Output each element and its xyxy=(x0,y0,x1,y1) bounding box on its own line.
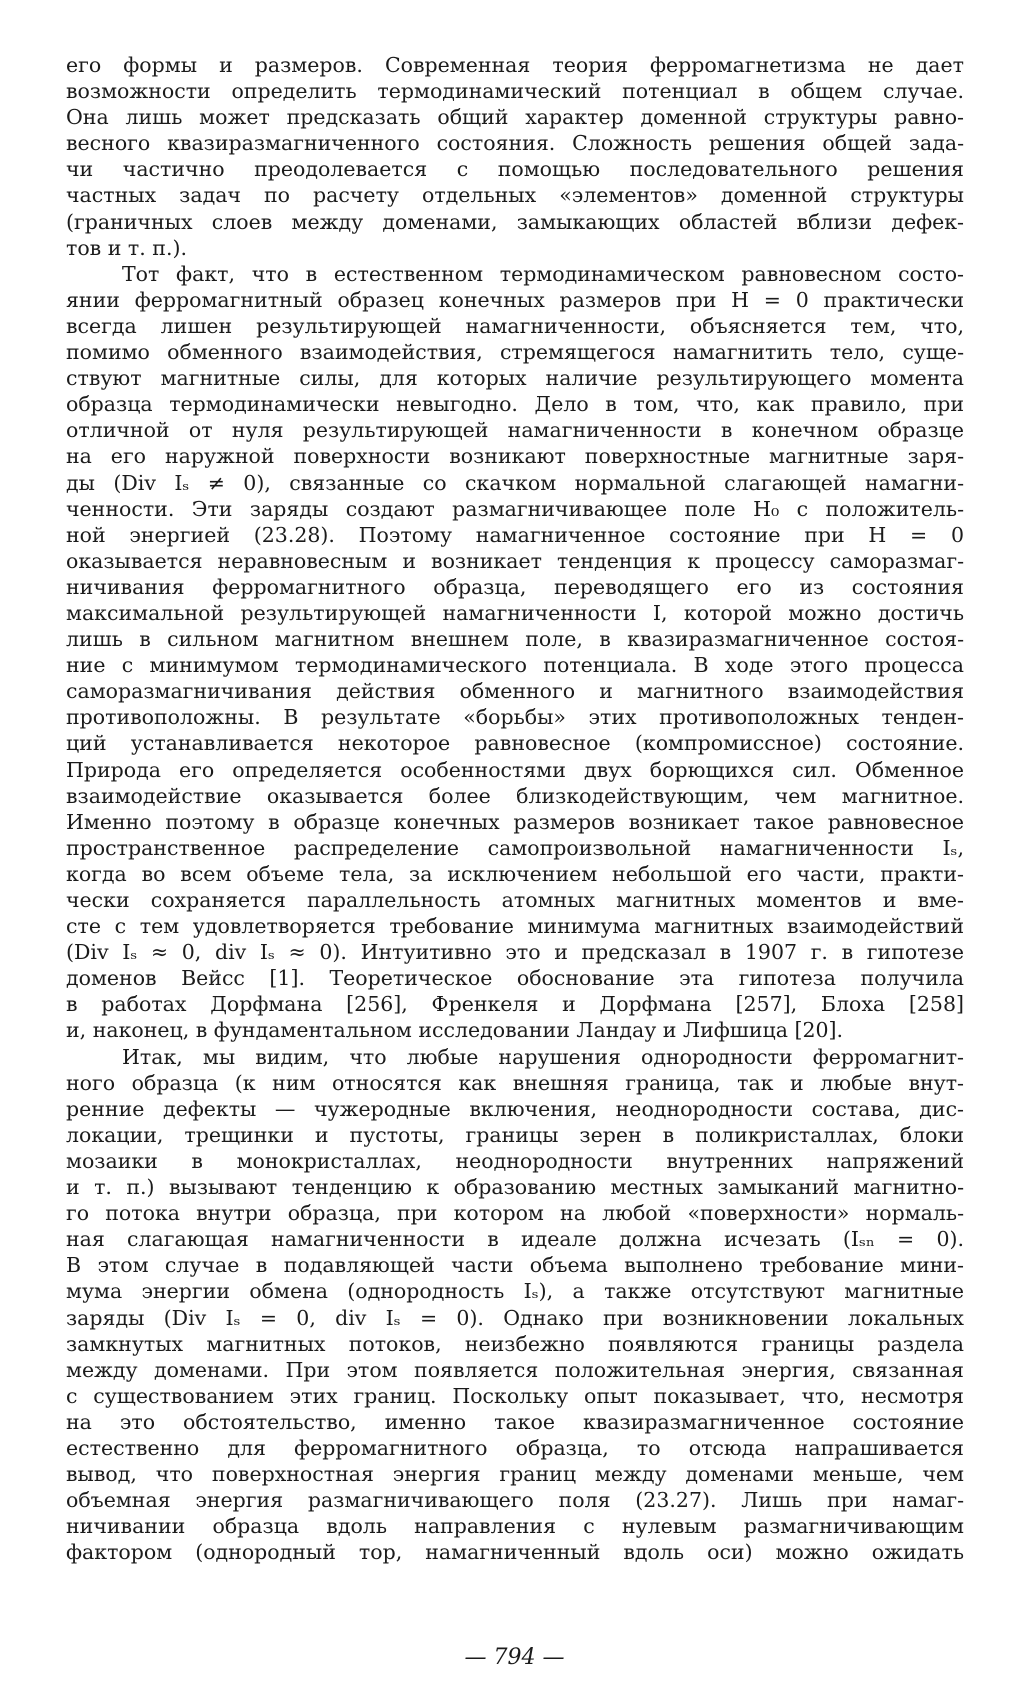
paragraph xyxy=(66,261,964,1044)
text-line: оказывается неравновесным и возникает тенденция к процессу саморазмаг- xyxy=(66,548,964,573)
text-line: ций устанавливается некоторое равновесное (компромиссное) состояние. xyxy=(66,731,964,756)
text-line: (граничных слоев между доменами, замыкающих областей вблизи дефек- xyxy=(66,209,964,234)
text-line: ничивания ферромагнитного образца, переводящего его из состояния xyxy=(66,574,964,599)
text-line: возможности определить термодинамический потенциал в общем случае. xyxy=(66,79,964,104)
text-line: на это обстоятельство, именно такое квазиразмагниченное состояние xyxy=(66,1409,964,1434)
paragraph xyxy=(66,52,964,261)
text-line: максимальной результирующей намагниченности I, которой можно достичь xyxy=(66,600,964,625)
text-line: Она лишь может предсказать общий характер доменной структуры равно- xyxy=(66,105,964,130)
text-line: весного квазиразмагниченного состояния. Сложность решения общей зада- xyxy=(66,131,964,156)
text-line: чи частично преодолевается с помощью последовательного решения xyxy=(66,157,964,182)
text-line: чески сохраняется параллельность атомных магнитных моментов и вме- xyxy=(66,888,964,912)
text-line: сте с тем удовлетворяется требование минимума магнитных взаимодействий xyxy=(66,914,964,939)
text-line: Тот факт, что в естественном термодинамическом равновесном состо- xyxy=(122,261,964,286)
text-line: ренние дефекты — чужеродные включения, неоднородности состава, дис- xyxy=(66,1096,964,1121)
text-line: доменов Вейсс [1]. Теоретическое обоснование эта гипотеза получила xyxy=(66,966,964,991)
text-line: всегда лишен результирующей намагниченности, объясняется тем, что, xyxy=(66,313,964,338)
text-line: и, наконец, в фундаментальном исследовании Ландау и Лифшица [20]. xyxy=(66,1018,844,1043)
text-line: вывод, что поверхностная энергия границ между доменами меньше, чем xyxy=(66,1462,964,1487)
text-line: помимо обменного взаимодействия, стремящегося намагнитить тело, суще- xyxy=(66,340,964,365)
text-line: тов и т. п.). xyxy=(66,235,187,260)
text-line: взаимодействие оказывается более близкодействующим, чем магнитное. xyxy=(66,783,964,808)
text-line: в работах Дорфмана [256], Френкеля и Дорфмана [257], Блоха [258] xyxy=(66,992,964,1017)
text-line: между доменами. При этом появляется положительная энергия, связанная xyxy=(66,1357,964,1382)
text-line: Именно поэтому в образце конечных размеров возникает такое равновесное xyxy=(66,809,964,834)
text-line: мозаики в монокристаллах, неоднородности внутренних напряжений xyxy=(66,1148,964,1173)
text-line: пространственное распределение самопроизвольной намагниченности Iₛ, xyxy=(66,835,964,860)
text-line: ничивании образца вдоль направления с нулевым размагничивающим xyxy=(66,1514,964,1539)
text-line: янии ферромагнитный образец конечных размеров при H = 0 практически xyxy=(66,287,964,312)
text-line: ченности. Эти заряды создают размагничивающее поле H₀ с положитель- xyxy=(66,496,964,521)
paragraph xyxy=(66,1044,964,1566)
text-line: с существованием этих границ. Поскольку опыт показывает, что, несмотря xyxy=(66,1383,964,1408)
text-line: (Div Iₛ ≈ 0, div Iₛ ≈ 0). Интуитивно это и предсказал в 1907 г. в гипотезе xyxy=(66,940,964,965)
page-body xyxy=(66,52,964,1565)
text-line: заряды (Div Iₛ = 0, div Iₛ = 0). Однако при возникновении локальных xyxy=(66,1305,964,1330)
text-line: Итак, мы видим, что любые нарушения однородности ферромагнит- xyxy=(122,1044,964,1069)
text-line: локации, трещинки и пустоты, границы зерен в поликристаллах, блоки xyxy=(66,1122,964,1147)
text-line: мума энергии обмена (однородность Iₛ), а также отсутствуют магнитные xyxy=(66,1279,964,1304)
text-line: когда во всем объеме тела, за исключением небольшой его части, практи- xyxy=(66,861,964,886)
text-line: отличной от нуля результирующей намагниченности в конечном образце xyxy=(66,418,964,443)
text-line: го потока внутри образца, при котором на любой «поверхности» нормаль- xyxy=(66,1201,964,1226)
text-line: В этом случае в подавляющей части объема выполнено требование мини- xyxy=(66,1253,964,1278)
text-line: саморазмагничивания действия обменного и магнитного взаимодействия xyxy=(66,679,964,704)
text-line: Природа его определяется особенностями двух борющихся сил. Обменное xyxy=(66,757,964,782)
text-line: ствуют магнитные силы, для которых наличие результирующего момента xyxy=(66,366,964,391)
text-line: ная слагающая намагниченности в идеале должна исчезать (Iₛₙ = 0). xyxy=(66,1227,964,1252)
text-line: на его наружной поверхности возникают поверхностные магнитные заря- xyxy=(66,444,964,469)
text-line: ной энергией (23.28). Поэтому намагниченное состояние при H = 0 xyxy=(66,522,964,547)
text-line: ние с минимумом термодинамического потенциала. В ходе этого процесса xyxy=(66,653,964,678)
page-number: — 794 — xyxy=(464,1645,565,1670)
text-line: образца термодинамически невыгодно. Дело в том, что, как правило, при xyxy=(66,392,964,417)
text-line: его формы и размеров. Современная теория ферромагнетизма не дает xyxy=(66,53,964,77)
text-line: фактором (однородный тор, намагниченный вдоль оси) можно ожидать xyxy=(66,1540,964,1565)
text-line: и т. п.) вызывают тенденцию к образованию местных замыканий магнитно- xyxy=(66,1175,964,1200)
text-line: ного образца (к ним относятся как внешняя граница, так и любые внут- xyxy=(66,1070,964,1095)
text-line: замкнутых магнитных потоков, неизбежно появляются границы раздела xyxy=(66,1331,964,1356)
text-line: естественно для ферромагнитного образца, то отсюда напрашивается xyxy=(66,1435,964,1460)
text-line: противоположны. В результате «борьбы» этих противоположных тенден- xyxy=(66,705,964,730)
text-line: объемная энергия размагничивающего поля (23.27). Лишь при намаг- xyxy=(66,1488,964,1513)
text-line: частных задач по расчету отдельных «элементов» доменной структуры xyxy=(66,183,964,208)
text-line: лишь в сильном магнитном внешнем поле, в квазиразмагниченное состоя- xyxy=(66,627,964,652)
text-line: ды (Div Iₛ ≠ 0), связанные со скачком нормальной слагающей намагни- xyxy=(66,470,964,495)
